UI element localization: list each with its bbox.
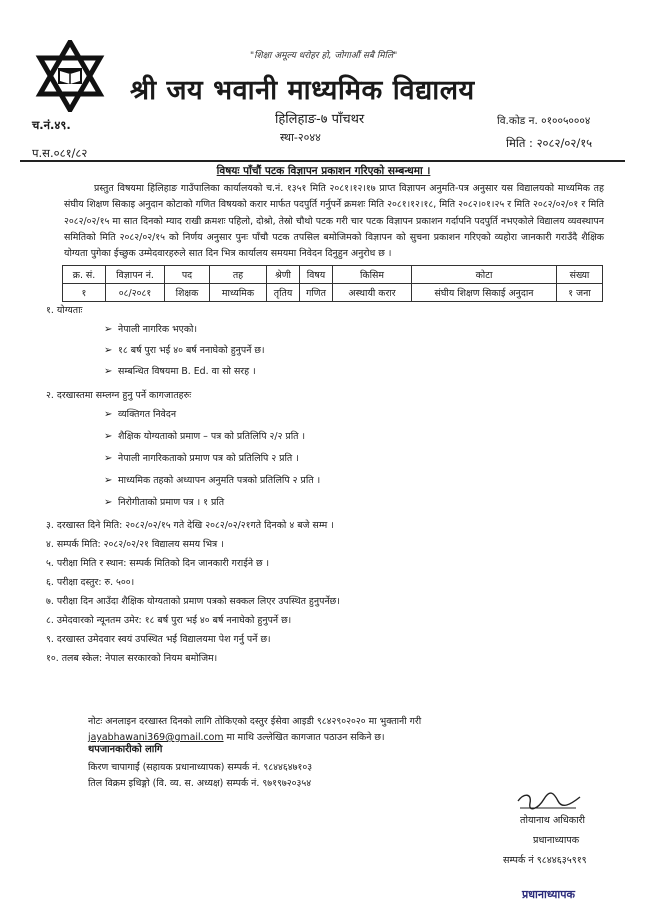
col-quota: कोटा xyxy=(412,266,557,284)
col-post: पद xyxy=(165,266,210,284)
arrow-bullet-icon: ➢ xyxy=(104,431,113,442)
arrow-bullet-icon: ➢ xyxy=(104,453,113,464)
signatory-title: प्रधानाध्यापक xyxy=(533,835,580,846)
list-item: ➢ माध्यमिक तहको अध्यापन अनुमति पत्रको प्रतिलिपि २ प्रति । xyxy=(104,475,321,486)
cell-ad-number: ०८/२०८१ xyxy=(106,284,165,302)
arrow-bullet-icon: ➢ xyxy=(104,475,113,486)
school-code: वि.कोड न. ०१००५०००४ xyxy=(497,115,591,127)
school-address: हिलिहाङ-७ पाँचथर xyxy=(275,112,365,127)
arrow-bullet-icon: ➢ xyxy=(104,345,113,356)
list-item: ➢ नेपाली नागरिक भएको। xyxy=(104,324,198,335)
arrow-bullet-icon: ➢ xyxy=(104,409,113,420)
cell-subject: गणित xyxy=(300,284,333,302)
signature-icon xyxy=(514,789,584,813)
list-item: ➢ नेपाली नागरिकताको प्रमाण पत्र को प्रतिलिपि २ प्रति । xyxy=(104,453,299,464)
arrow-bullet-icon: ➢ xyxy=(104,497,113,508)
principal-stamp: प्रधानाध्यापक xyxy=(522,888,575,901)
more-info-title: थपजानकारीको लागि xyxy=(88,744,163,755)
cell-serial: १ xyxy=(63,284,106,302)
section-original-certificates: ७. परीक्षा दिन आउँदा शैक्षिक योग्यताको प्रमाण पत्रको सक्कल लिएर उपस्थित हुनुपर्नेछ। xyxy=(46,596,340,607)
arrow-bullet-icon: ➢ xyxy=(104,324,113,335)
contact-assistant-principal: किरण चापागाईं (सहायक प्रधानाध्यापक) सम्पर्क नं. ९८४४६४७१०३ xyxy=(88,762,313,773)
section-exam-date-place: ५. परीक्षा मिति र स्थान: सम्पर्क मितिको दिन जानकारी गराईने छ । xyxy=(46,558,270,569)
cell-grade: तृतिय xyxy=(267,284,300,302)
col-count: संख्या xyxy=(557,266,603,284)
header-divider xyxy=(20,160,625,162)
letter-date: मिति : २०८२/०२/१५ xyxy=(506,136,593,150)
section-exam-fee: ६. परीक्षा दस्तुर: रु. ५००। xyxy=(46,577,135,588)
list-item: ➢ शैक्षिक योग्यताको प्रमाण – पत्र को प्रतिलिपि २/२ प्रति । xyxy=(104,431,306,442)
col-grade: श्रेणी xyxy=(267,266,300,284)
signatory-phone: सम्पर्क नं ९८४४६३५९१९ xyxy=(503,855,587,866)
cell-count: १ जना xyxy=(557,284,603,302)
table-header-row xyxy=(63,266,603,284)
email-link[interactable]: jayabhawani369@gmail.com xyxy=(88,732,224,743)
col-level: तह xyxy=(210,266,267,284)
section-qualification-title: १. योग्यताः xyxy=(46,305,83,316)
section-submission: ९. दरखास्त उमेदवार स्वयं उपस्थित भई विद्यालयमा पेश गर्नु पर्ने छ। xyxy=(46,634,271,645)
section-minimum-age: ८. उमेदवारको न्यूनतम उमेर: १८ बर्ष पुरा भई ४० बर्ष ननाघेको हुनुपर्ने छ। xyxy=(46,615,292,626)
section-documents-title: २. दरखास्तमा सम्लग्न हुनु पर्ने कागजातहरुः xyxy=(46,390,192,401)
letter-subject: विषयः पाँचौं पटक विज्ञापन प्रकाशन गरिएको सम्बन्धमा । xyxy=(216,165,431,177)
list-item: ➢ निरोगीताको प्रमाण पत्र । १ प्रति xyxy=(104,497,225,508)
arrow-bullet-icon: ➢ xyxy=(104,366,113,377)
cell-post: शिक्षक xyxy=(165,284,210,302)
vacancy-table xyxy=(62,265,603,302)
cell-level: माध्यमिक xyxy=(210,284,267,302)
list-item: ➢ सम्बन्धित विषयमा B. Ed. वा सो सरह । xyxy=(104,366,256,377)
established-year: स्था-२०४४ xyxy=(280,131,321,144)
contact-smc-chair: तिल विक्रम इधिङ्गो (वि. व्य. स. अध्यक्ष) सम्पर्क नं. ९७१९७२०३५४ xyxy=(88,778,312,789)
section-contact-date: ४. सम्पर्क मिति: २०८२/०२/२१ विद्यालय समय भित्र । xyxy=(46,539,224,550)
table-row xyxy=(63,284,603,302)
section-application-date: ३. दरखास्त दिने मिति: २०८२/०२/१५ गते देखि २०८२/०२/२१गते दिनको ४ बजे सम्म । xyxy=(46,520,334,531)
section-salary-scale: १०. तलब स्केल: नेपाल सरकारको नियम बमोजिम। xyxy=(46,653,218,664)
dispatch-number: च.नं.४९. xyxy=(32,118,71,132)
signatory-name: तोयानाथ अधिकारी xyxy=(520,815,585,826)
school-motto: "शिक्षा अमूल्य धरोहर हो, जोगाऔं सबै मिलि" xyxy=(250,51,398,61)
letter-number: प.स.०८१/८२ xyxy=(32,146,88,160)
cell-quota: संघीय शिक्षण सिकाई अनुदान xyxy=(412,284,557,302)
list-item: ➢ १८ बर्ष पुरा भई ४० बर्ष ननाघेको हुनुपर्ने छ। xyxy=(104,345,265,356)
cell-type: अस्थायी करार xyxy=(333,284,412,302)
school-logo-icon xyxy=(34,40,106,112)
school-name: श्री जय भवानी माध्यमिक विद्यालय xyxy=(130,75,475,106)
col-type: किसिम xyxy=(333,266,412,284)
col-subject: विषय xyxy=(300,266,333,284)
col-ad-number: विज्ञापन नं. xyxy=(106,266,165,284)
body-paragraph: प्रस्तुत विषयमा हिलिहाङ गाउँपालिका कार्यालयको च.नं. १३५१ मिति २०८१।१२।१७ प्राप्त विज्ञापन अनुमति-पत्र अनुसार यस विद्यालयको माध्यमिक तह संघीय शिक्षण सिकाइ अनुदान कोटाको गणित विषयको करार मार्फत पदपुर्ति गर्नुपर्ने क्रमशः मिति २०८१।१२।१८, मिति २०८२।०१।२५ र मिति २०८२/०२/०१ र मिति २०८२/०२/१५ मा सात दिनको म्याद राखी क्रमशः पहिलो, दोश्रो, तेस्रो चौथो पटक गरी चार पटक विज्ञापन प्रकाशन गर्दापनि पदपुर्ति नभएकोले विद्यालय व्यवस्थापन समितिको मिति २०८२/०२/१५ को निर्णय अनुसार पुनः पाँचौ पटक तपसिल बमोजिमको विज्ञापन को सुचना प्रकाशन गरिएको व्यहोरा जानकारी गराउँदै शैक्षिक योग्यता पुगेका ईच्छुक उम्मेदवारहरुले सात दिन भित्र कार्यालय समयमा निवेदन दिनुहुन अनुरोध छ । xyxy=(64,183,604,260)
list-item: ➢ व्यक्तिगत निवेदन xyxy=(104,409,177,420)
col-serial: क्र. सं. xyxy=(63,266,106,284)
online-application-note: नोटः अनलाइन दरखास्त दिनको लागि तोकिएको दस्तुर ईसेवा आइडी ९८४२९०२०२० मा भुक्तानी गरी jayabhawani369@gmail.com मा माथि उल्लेखित कागजात पठाउन सकिने छ। xyxy=(88,716,422,743)
